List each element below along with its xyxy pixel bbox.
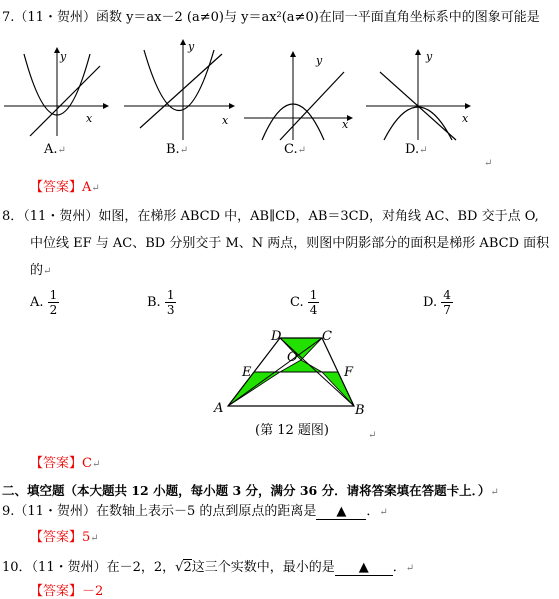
q8-answer-text: 【答案】C — [30, 456, 92, 471]
q7-option-a-label: A. — [44, 142, 58, 157]
q10-text-a: 10．（11・贺州）在－2，2， — [2, 560, 176, 575]
para-mark: ↵ — [368, 430, 377, 441]
q8-line2 — [30, 232, 549, 251]
para-mark: ↵ — [484, 158, 493, 169]
q7-option-d[interactable] — [405, 142, 427, 157]
graph-c-x-label: x — [342, 118, 349, 131]
q9-answer — [30, 526, 99, 545]
q7-option-b-label: B. — [166, 142, 180, 157]
q8-option-b[interactable] — [147, 288, 176, 317]
para-mark: ↵ — [91, 459, 101, 470]
sqrt-radicand: 2 — [183, 560, 192, 575]
sqrt-symbol: √ — [175, 560, 184, 575]
q10-answer — [30, 580, 103, 599]
q8-line3 — [30, 259, 51, 278]
q8-option-d-label: D. — [423, 295, 438, 310]
figure-caption: (第 12 题图) — [255, 423, 329, 438]
graph-d — [366, 50, 470, 140]
point-label-d: D — [271, 329, 282, 344]
q7-text — [2, 6, 540, 25]
q10-answer-text: 【答案】－2 — [30, 584, 104, 599]
graph-b-x-label: x — [222, 114, 229, 127]
q7-option-d-label: D. — [405, 142, 420, 157]
section-heading — [2, 481, 499, 499]
q8-option-a-label: A. — [30, 295, 44, 310]
q8-option-c[interactable] — [290, 288, 319, 317]
q8-option-a-fraction — [48, 288, 60, 317]
q7-answer — [30, 176, 100, 195]
fraction-numerator: 1 — [49, 288, 58, 302]
q7-line: 7.（11・贺州）函数 y＝ax－2 (a≠0)与 y＝ax²(a≠0)在同一平面直角坐标系中的图象可能是 — [2, 10, 540, 25]
graph-a — [4, 48, 108, 136]
q9-answer-text: 【答案】5 — [30, 530, 91, 545]
q8-option-b-label: B. — [147, 295, 161, 310]
fraction-denominator: 4 — [309, 303, 318, 317]
sqrt-expression — [175, 559, 192, 575]
para-mark: ↵ — [379, 507, 388, 518]
q8-option-b-fraction — [165, 288, 177, 317]
q8-option-c-fraction — [308, 288, 320, 317]
para-mark: ↵ — [405, 563, 415, 574]
fraction-denominator: 7 — [443, 303, 451, 317]
section-heading-text: 二、填空题（本大题共 12 小题，每小题 3 分，满分 36 分．请将答案填在答题卡上．） — [2, 483, 491, 498]
q8-line1-text: 8．（11・贺州）如图，在梯形 ABCD 中，AB∥CD，AB＝3CD，对角线 AC、BD 交于点 O, — [2, 209, 539, 224]
point-label-e: E — [242, 365, 252, 380]
para-mark: ↵ — [91, 183, 100, 194]
graph-b — [124, 40, 234, 140]
q9-answer-blank[interactable]: ▲ — [316, 505, 366, 520]
q8-line1 — [2, 205, 539, 224]
q8-option-a[interactable] — [30, 288, 59, 317]
graph-b-y-label: y — [188, 40, 195, 53]
para-mark: ↵ — [419, 145, 428, 156]
q8-option-d-fraction — [441, 288, 453, 317]
q7-option-b[interactable] — [166, 142, 188, 157]
q7-option-c-label: C. — [284, 142, 298, 157]
para-mark: ↵ — [297, 145, 307, 156]
q7-option-c[interactable] — [284, 142, 306, 157]
q9-question — [2, 500, 388, 520]
graph-c — [244, 52, 352, 140]
q8-option-d[interactable] — [423, 288, 453, 317]
fraction-denominator: 2 — [49, 303, 58, 317]
point-label-c: C — [322, 329, 332, 344]
para-mark: ↵ — [90, 533, 99, 544]
point-label-a: A — [214, 401, 224, 416]
fraction-numerator: 4 — [443, 288, 451, 302]
q10-text-b: 这三个实数中，最小的是 — [191, 560, 335, 575]
q8-line2-text: 中位线 EF 与 AC、BD 分别交于 M、N 两点，则图中阴影部分的面积是梯形 ABCD 面积 — [30, 236, 550, 251]
para-mark: ↵ — [179, 145, 189, 156]
graph-c-y-label: y — [316, 54, 323, 67]
q9-text: 9.（11・贺州）在数轴上表示－5 的点到原点的距离是 — [2, 504, 317, 519]
q10-end-punct: ． — [392, 560, 406, 575]
trapezoid-figure — [208, 328, 388, 448]
q9-end-punct: ． — [366, 504, 380, 519]
point-label-f: F — [344, 365, 354, 380]
q8-answer — [30, 452, 100, 471]
q10-question — [2, 556, 414, 576]
q8-option-c-label: C. — [290, 295, 304, 310]
fraction-numerator: 1 — [309, 288, 318, 302]
fraction-numerator: 1 — [166, 288, 175, 302]
fraction-denominator: 3 — [166, 303, 175, 317]
para-mark: ↵ — [490, 487, 499, 498]
q8-line3-text: 的 — [30, 263, 44, 278]
q7-option-a[interactable] — [44, 142, 66, 157]
point-label-o: O — [287, 350, 298, 365]
graph-d-x-label: x — [462, 112, 469, 125]
graph-a-x-label: x — [86, 112, 93, 125]
q7-answer-text: 【答案】A — [30, 180, 92, 195]
q10-answer-blank[interactable]: ▲ — [335, 561, 393, 576]
graph-a-y-label: y — [60, 50, 67, 63]
para-mark: ↵ — [43, 266, 52, 277]
para-mark: ↵ — [57, 145, 66, 156]
point-label-b: B — [355, 403, 365, 418]
graph-d-y-label: y — [426, 50, 433, 63]
